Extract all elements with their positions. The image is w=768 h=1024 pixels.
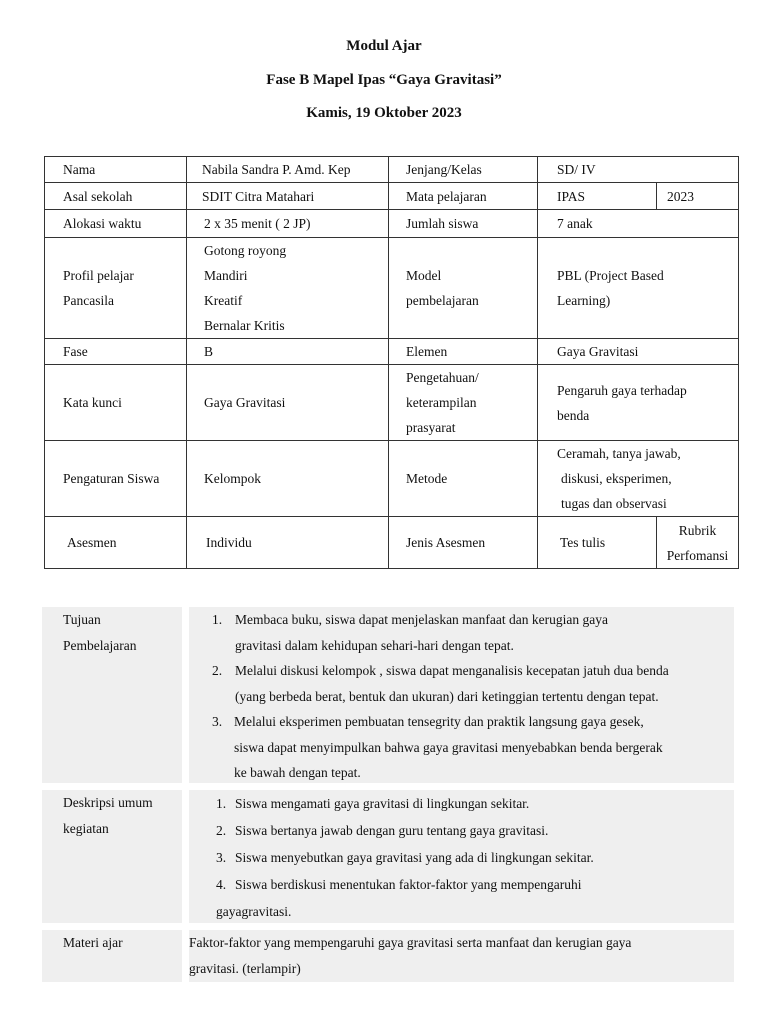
prasyarat-label: Pengetahuan/ keterampilan prasyarat [389,365,538,441]
elemen-label: Elemen [389,339,538,365]
deskripsi-label: Deskripsi umum kegiatan [42,790,182,923]
page-title: Modul Ajar [346,38,422,54]
asesmen-value: Individu [187,517,389,569]
alokasi-label: Alokasi waktu [45,210,187,238]
deskripsi-list [189,790,734,923]
model-label: Model pembelajaran [389,238,538,339]
asal-value: SDIT Citra Matahari [187,183,389,210]
metode-label: Metode [389,441,538,517]
nama-value: Nabila Sandra P. Amd. Kep [187,157,389,183]
list-item: 2. Siswa bertanya jawab dengan guru tentang gaya gravitasi. [216,823,549,838]
metode-value: Ceramah, tanya jawab, diskusi, eksperimen, tugas dan observasi [538,441,739,517]
pengaturan-value: Kelompok [187,441,389,517]
nama-label: Nama [45,157,187,183]
jumlah-label: Jumlah siswa [389,210,538,238]
info-table [44,156,739,569]
prasyarat-value: Pengaruh gaya terhadap benda [538,365,739,441]
page-subtitle: Fase B Mapel Ipas “Gaya Gravitasi” [266,72,502,88]
tujuan-label: Tujuan Pembelajaran [42,607,182,783]
list-item: 1. Siswa mengamati gaya gravitasi di lingkungan sekitar. [216,796,530,811]
tahun-value: 2023 [657,183,739,210]
asesmen-label: Asesmen [45,517,187,569]
kata-value: Gaya Gravitasi [187,365,389,441]
materi-value: Faktor-faktor yang mempengaruhi gaya gravitasi serta manfaat dan kerugian gaya gravitasi. (terlampir) [189,930,734,982]
mapel-value: IPAS [538,183,657,210]
tujuan-list [189,607,734,783]
pengaturan-label: Pengaturan Siswa [45,441,187,517]
model-value: PBL (Project Based Learning) [538,238,739,339]
rubrik-value: Rubrik Perfomansi [657,517,739,569]
page-date: Kamis, 19 Oktober 2023 [306,105,462,121]
list-item: 3. Siswa menyebutkan gaya gravitasi yang ada di lingkungan sekitar. [216,850,594,865]
elemen-value: Gaya Gravitasi [538,339,739,365]
alokasi-value: 2 x 35 menit ( 2 JP) [187,210,389,238]
list-item: 1. Membaca buku, siswa dapat menjelaskan manfaat dan kerugian gaya gravitasi dalam kehidupan sehari-hari dengan tepat. [212,612,608,653]
profil-values: Gotong royong Mandiri Kreatif Bernalar Kritis [187,238,389,339]
jenjang-value: SD/ IV [538,157,739,183]
fase-label: Fase [45,339,187,365]
asal-label: Asal sekolah [45,183,187,210]
list-item: 3. Melalui eksperimen pembuatan tensegrity dan praktik langsung gaya gesek, siswa dapat menyimpulkan bahwa gaya gravitasi menyebabkan benda bergerak ke bawah dengan tepat. [212,714,663,780]
list-item: 2. Melalui diskusi kelompok , siswa dapat menganalisis kecepatan jatuh dua benda (yang berbeda berat, bentuk dan ukuran) dari ketinggian tertentu dengan tepat. [212,663,669,704]
jumlah-value: 7 anak [538,210,739,238]
kata-label: Kata kunci [45,365,187,441]
fase-value: B [187,339,389,365]
mapel-label: Mata pelajaran [389,183,538,210]
materi-label: Materi ajar [42,930,182,982]
jenjang-label: Jenjang/Kelas [389,157,538,183]
profil-label: Profil pelajar Pancasila [45,238,187,339]
jenis-label: Jenis Asesmen [389,517,538,569]
jenis-value: Tes tulis [538,517,657,569]
list-item: 4. Siswa berdiskusi menentukan faktor-faktor yang mempengaruhi gayagravitasi. [216,877,582,919]
